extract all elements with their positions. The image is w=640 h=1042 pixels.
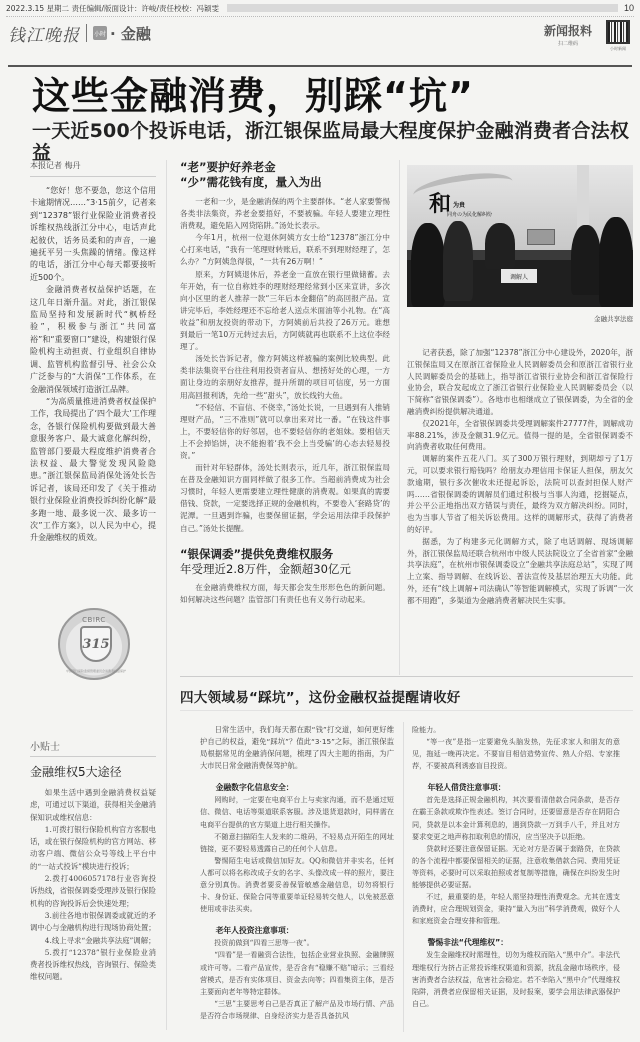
tip-item: 4.线上寻求“金融共享法庭”调解； <box>44 935 156 945</box>
paragraph: “您好！您不要急，您这个信用卡逾期情况……”3·15前夕，记者来到“12378”银行业保险业消费者投诉维权热线浙江分中心，电话声此起彼伏，话务员柔和的声音，一遍遍抚平另一头焦躁的情绪。像这样的电话，浙江分中心每天都要接听近500个。 <box>30 186 156 282</box>
tips-title: 金融维权5大途径 <box>30 765 122 779</box>
paragraph: “为高质量推进消费者权益保护工作，我局提出了‘四个最大’工作理念，各银行保险机构要做到最大善意服务客户、最大诚意化解纠纷，监管部门要最大程度维护消费者合法权益、最大警觉发现风险隐患。”浙江银保监局消保处汤处长告诉记者，该局还印发了《关于推动银行业保险业消费投诉纠纷化解“最多跑一地、最多说一次、最多访一次”工作方案》，以人民为中心，提升金融维权的质效。 <box>30 396 156 543</box>
photo-sign-main: 和 <box>429 191 452 217</box>
issue-meta: 2022.3.15 星期二 责任编辑/版面设计：许峻/责任校校：冯颖雯 <box>6 3 219 13</box>
paragraph: “三思”主要思考自己是否真正了解产品及市场行情、产品是否符合市场规律、自身经济实力是否具备抗风 <box>200 998 394 1020</box>
tip-item: 1.可拨打银行保险机构官方客服电话，或在银行保险机构的官方网站、移动客户端、微信公众号等线上平台中的“一站式投诉”模块进行投诉； <box>30 824 156 871</box>
cbirc-315-logo <box>58 608 130 680</box>
app-logo-icon: 小时 <box>93 26 107 40</box>
tip-paragraph: 如果生活中遇到金融消费权益疑虑，可通过以下渠道，获得相关金融消保知识或维权信息： <box>30 788 156 822</box>
paragraph: 险能力。 <box>412 725 441 734</box>
photo-placard: 调解人 <box>501 269 537 283</box>
paragraph: 仅2021年，全省银保调委共受理调解案件27777件，调解成功率88.21%，涉及金额31.9亿元。值得一提的是，全省银保调委不向消费者收取任何费用。 <box>407 418 633 452</box>
page-header-bar <box>6 2 634 14</box>
paragraph: 据悉，为了构建多元化调解方式，除了电话调解、现场调解外，浙江银保监局还联合杭州市中级人民法院设立了全省首家“金融共享法庭”，在杭州市银保调委设立“金融共享法庭总站”，实现了网上立案、指导调解、在线诉讼、普法宣传及基层治理五大功能。此外，还有“线上调解+司法确认”等智能调解模式，实现了诉调“一次都不用跑”，多渠道为金融消费者解决民生实事。 <box>407 536 633 605</box>
paragraph: “不轻信、不盲信、不侥幸，”汤处长说，一旦遇到有人推销理财产品，“三不准则”就可以拿出来对比一番。“在钱这件事上，不要轻信你的好邻居，也不要轻信你的老姐妹。要相信天上不会掉馅饼，决不能抱着‘我不会上当受骗’的心态去轻易投资。” <box>180 402 390 460</box>
column-divider <box>166 160 167 1030</box>
column-divider <box>399 160 400 675</box>
news-tip-sub: 扫二维码 <box>557 41 578 47</box>
photo-sign-sub: 为贵 <box>453 202 466 209</box>
newspaper-logo: 钱江晚报 <box>8 25 80 46</box>
left-column <box>30 160 156 545</box>
tip-item: 2.拨打4006057178行业咨询投诉热线，省银保调委受理涉及银行保险机构的咨询投诉后会快速处理； <box>30 874 156 908</box>
logo-separator <box>86 24 87 42</box>
bottom-column-2 <box>412 724 620 1010</box>
paragraph: 首先是选择正规金融机构，其次要看清借款合同条款，是否存在霸王条款或欺诈性表述。签订合同时，还要留意是否存在阴阳合同，贷款是以本金计算利息的，遇到贷款一万到手八千，并且对方要求变更之地声称扣取利息的情况，应当坚决予以拒绝。 <box>412 795 620 841</box>
subhead-line: 年受理近2.8万件，金额超30亿元 <box>180 561 351 576</box>
qr-code-icon[interactable] <box>606 20 630 44</box>
section-title: 四大领域易“踩坑”，这份金融权益提醒请收好 <box>180 690 461 706</box>
photo-sign-line: 同舟の为民化解纠纷 <box>447 212 493 218</box>
shield-icon: 315 <box>80 626 112 662</box>
paragraph: 金融消费者权益保护话题，在这几年日渐升温。对此，浙江银保监局坚持和发展新时代“枫桥经验”，积极参与浙江“共同富裕”和“重要窗口”建设，构建银行保险机构主动担责、行业组织自律协调、监管机构监督引导、社会公众广泛参与的“大消保”工作体系，在金融消保领域打造浙江品牌。 <box>30 285 156 394</box>
paragraph: 不随意扫描陌生人发来的二维码，不轻易点开陌生的网址链接，更不要轻易透露自己的任何个人信息。 <box>200 831 394 853</box>
page-number: 10 <box>623 3 634 13</box>
qr-caption: 小时新闻 <box>610 46 626 51</box>
paragraph: 记者获悉，除了加强“12378”浙江分中心建设外，2020年，浙江银保监局又在原浙江省保险业人民调解委员会和原浙江省银行业人民调解委员会的基础上，指导浙江省银行业协会和浙江省保险行业协会，联合发起成立了浙江省银行业保险业人民调解委员会（以下简称“省银保调委”）。各地市也相继成立了银保调委，为全省的金融消费纠纷提供解决通道。 <box>407 348 634 416</box>
subsection-heading: 警惕非法“代理维权”： <box>427 938 509 948</box>
paragraph: “四看”是一看融资合法性，包括企业营业执照、金融牌照或许可等。二看产品宣传，是否含有“稳赚不赔”暗示；三看经营模式，是否有实体项目、资金去向等；四看集资主体，是否主要面向老年等特定群体。 <box>200 950 394 996</box>
subheadline: 一天近500个投诉电话，浙江银保监局最大程度保护金融消费者合法权益 <box>32 120 630 164</box>
masthead <box>8 20 151 46</box>
headline: 这些金融消费，别踩“坑” <box>32 74 474 118</box>
paragraph: 日常生活中，我们每天都在跟“钱”打交道，如何更好维护自己的权益，避免“踩坑”？值此“3·15”之际，浙江银保监局根据常见的金融消保问题，梳理了四大主题的指南，为广大市民日常金融消费保驾护航。 <box>200 725 394 771</box>
section-name: · 金融 <box>110 24 151 43</box>
section-divider <box>180 676 633 677</box>
logo-ring-text: 中国银行保险监督管理委员会消费者权益保护 <box>65 669 126 673</box>
news-tip <box>544 22 592 47</box>
paragraph: “等一夜”是指一定要避免头脑发热，先征求家人和朋友的意见，拖延一晚再决定。不要盲目相信造势宣传、熟人介绍、专家推荐，不要被高利诱惑盲目投资。 <box>412 737 620 771</box>
tip-item: 3.前往各地市银保调委或就近的矛调中心与金融机构进行现场协商处置； <box>30 910 156 933</box>
right-column <box>407 347 633 607</box>
photo-caption: 金融共享法庭 <box>594 315 633 323</box>
paragraph: 警惕陌生电话或微信加好友。QQ和微信并非实名，任何人都可以将名称改成子女的名字、头像改成一样的照片，要注意分别真伪。消费者要妥善保管敏感金融信息，切勿将银行卡、身份证、保险合同等重要单证轻易转交他人，以免被恶意使用或非法买卖。 <box>200 855 394 914</box>
subsection-heading: 金融数字化信息安全： <box>215 783 294 793</box>
news-photo <box>407 165 633 307</box>
paragraph: 一老和一少，是金融消保的两个主要群体。“老人家要警惕各类非法集资，养老金要捂好，不要被骗。年轻人要建立理性消费观，避免陷入网贷陷阱。”汤处长表示。 <box>180 197 390 231</box>
dotted-divider <box>6 16 634 17</box>
paragraph: 今年1月，杭州一位退休阿姨方女士给“12378”浙江分中心打来电话，“我有一笔理财转账后，联系不到理财经理了，怎么办？”方阿姨急得很，“一共有26万啊！” <box>180 233 390 267</box>
section-title-rule <box>180 710 633 711</box>
news-tip-title: 新闻报料 <box>543 24 592 38</box>
headline-rule <box>8 65 632 67</box>
paragraph: 而针对年轻群体，汤处长则表示，近几年，浙江银保监局在普及金融知识方面同样做了很多工作。当超前消费成为社会习惯时，年轻人更需要建立理性健康的消费观。如果真的需要借钱、贷款，一定要选择正规的金融机构，不要卷入‘套路贷’的泥潭。一旦遇到诈骗，也要保留证据，学会运用法律手段保护自己。”汤处长提醒。 <box>180 463 390 533</box>
header-divider-bar <box>227 4 618 12</box>
paragraph: 不过，最重要的是，年轻人需坚持理性消费观念。尤其在透支消费时，应合理规划资金，秉持“量入为出”科学消费观，做好个人和家庭资金合理安排和管理。 <box>412 892 620 926</box>
subsection-heading: 老年人投资注意事项： <box>215 926 294 936</box>
subsection-heading: 年轻人借贷注意事项： <box>427 783 506 793</box>
middle-column <box>180 160 390 606</box>
paragraph: 发生金融维权时需理性，切勿为维权而陷入“黑中介”。非法代理维权行为挤占正常投诉维权渠道和资源，扰乱金融市场秩序，侵害消费者合法权益，危害社会稳定。若不幸陷入“黑中介”代理维权陷阱，消费者应保留相关证据，及时报案，要学会用法律武器保护自己。 <box>412 950 620 1008</box>
subhead-line: “老”要护好养老金 <box>180 160 276 174</box>
subhead-line: “银保调委”提供免费维权服务 <box>180 546 334 561</box>
byline: 本报记者 梅丹 <box>30 160 156 177</box>
bottom-column-1 <box>200 724 394 1022</box>
paragraph: 贷款时还要注意保留证据。无论对方是否属于套路贷，在贷款的各个流程中都要保留相关的证据，注意收集借款合同、费用凭证等资料，必要时可以采取拍照或者复制等措施，确保在纠纷发生时能够提供必要证据。 <box>412 843 620 890</box>
subhead-line: “少”需花钱有度，量入为出 <box>180 175 322 189</box>
paragraph: 调解的案件五花八门。买了300万银行理财，到期却亏了1万元，可以要求银行赔钱吗？给朋友办理信用卡保证人担保，朋友欠款逾期，银行多次催收未还提起诉讼，法院可以查封担保人财产吗……省银保调委的调解员们通过积极与当事人沟通，挖掘疑点，并公平公正地指出双方错误与责任，最终为双方解决纠纷。同时，也为当事人节省了相关诉讼费用。这样的调解形式，获得了消费者的好评。 <box>407 454 633 534</box>
paragraph: 汤处长告诉记者，像方阿姨这样被骗的案例比较典型。此类非法集资平台往往利用投资者盲从、想捞好处的心理，一方面让身边的亲朋好友推荐，提升所谓的项目可信度，另一方面用高回报利诱，先给一些“甜头”，放长线钓大鱼。 <box>180 354 390 400</box>
tips-box <box>30 738 156 984</box>
paragraph: 网购时，一定要在电商平台上与卖家沟通，而不是通过短信、微信、电话等渠道联系客服。涉及退货退款时，同样需在电商平台提供的官方渠道上进行相关操作。 <box>200 795 394 829</box>
subhead-mediation <box>180 547 390 577</box>
paragraph: 投资前做到“四看三思等一夜”。 <box>214 938 314 948</box>
tip-item: 5.拨打“12378”银行业保险业消费者投诉维权热线，咨询银行、保险类维权问题。 <box>30 947 156 982</box>
tips-label: 小贴士 <box>30 738 156 757</box>
column-divider <box>403 722 404 1032</box>
paragraph: 原来，方阿姨退休后，养老金一直放在银行里做储蓄。去年开始，有一位自称姓李的理财经理经常到小区来宣讲，多次向小区里的老人推荐一款“三年后本金翻倍”的高回报产品。宣讲完毕后，李姓经理还不忘给老人送点米面油等小礼物。在“高收益”和朋友投资的带动下，方阿姨前后共投了26万元。谁想到最后一笔10万元转过去后，方阿姨就再也联系不上这位李经理了。 <box>180 269 390 352</box>
subhead-old-young <box>180 160 390 190</box>
paragraph: 在金融消费维权方面，每天都会发生形形色色的新问题。如何解决这些问题？监管部门有责任也有义务行动起来。 <box>180 582 390 604</box>
cbirc-text: CBIRC <box>82 616 106 624</box>
